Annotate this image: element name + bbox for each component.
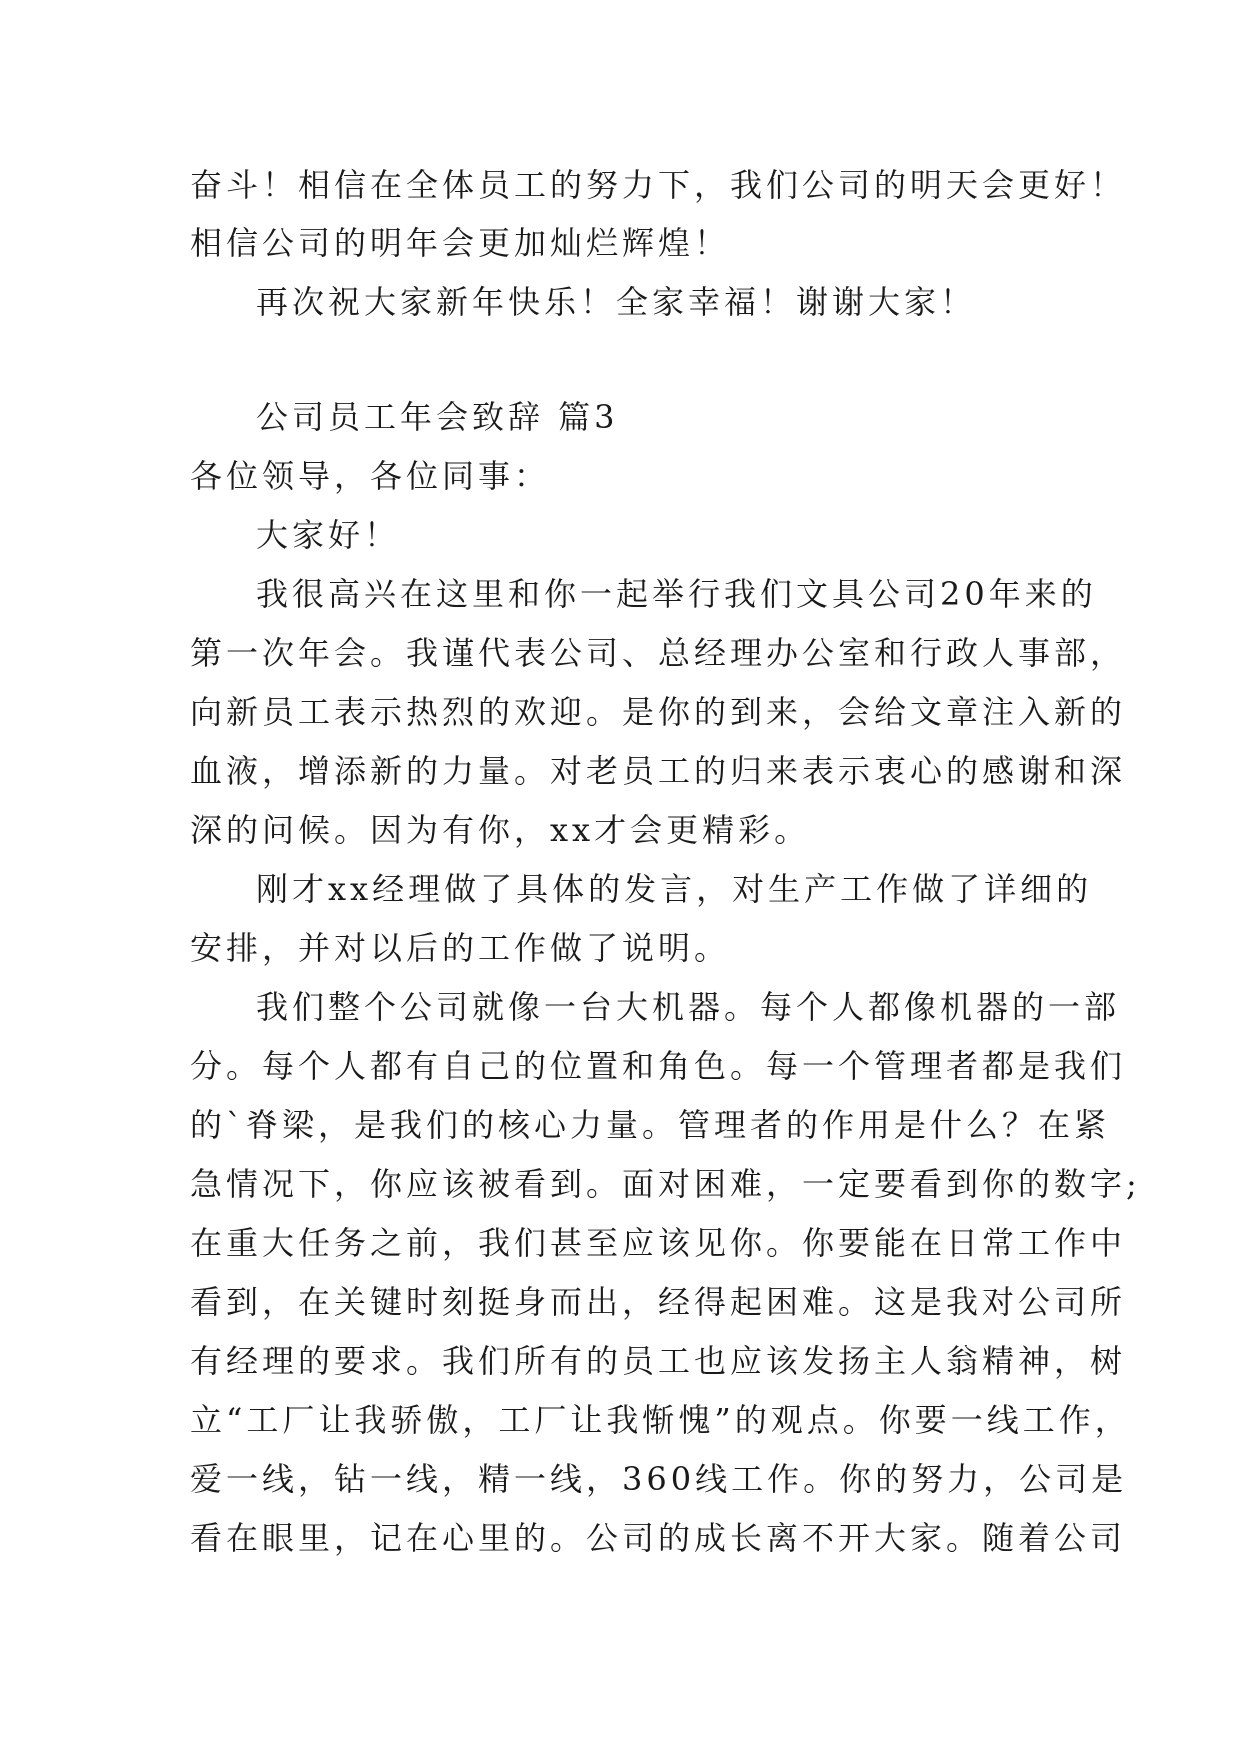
- text-line: 有经理的要求。我们所有的员工也应该发扬主人翁精神，树: [190, 1342, 1127, 1380]
- text-line: 看到，在关键时刻挺身而出，经得起困难。这是我对公司所: [190, 1283, 1127, 1321]
- greeting: 大家好！: [256, 516, 401, 554]
- text-line: 奋斗！相信在全体员工的努力下，我们公司的明天会更好！: [190, 166, 1127, 204]
- text-line: 爱一线，钻一线，精一线，360线工作。你的努力，公司是: [190, 1460, 1128, 1498]
- text-line: 急情况下，你应该被看到。面对困难，一定要看到你的数字;: [190, 1165, 1141, 1203]
- text-line: 血液，增添新的力量。对老员工的归来表示衷心的感谢和深: [190, 752, 1127, 790]
- text-line: 第一次年会。我谨代表公司、总经理办公室和行政人事部，: [190, 634, 1127, 672]
- text-line: 安排，并对以后的工作做了说明。: [190, 929, 731, 967]
- salutation: 各位领导，各位同事：: [190, 457, 551, 495]
- text-line: 在重大任务之前，我们甚至应该见你。你要能在日常工作中: [190, 1224, 1127, 1262]
- text-line: 刚才xx经理做了具体的发言，对生产工作做了详细的: [256, 870, 1093, 908]
- section-heading: 公司员工年会致辞 篇3: [256, 398, 619, 436]
- text-line: 的`脊梁，是我们的核心力量。管理者的作用是什么？在紧: [190, 1106, 1111, 1144]
- text-line: 深的问候。因为有你，xx才会更精彩。: [190, 811, 811, 849]
- text-line: 看在眼里，记在心里的。公司的成长离不开大家。随着公司: [190, 1519, 1127, 1557]
- text-line: 我们整个公司就像一台大机器。每个人都像机器的一部: [256, 988, 1121, 1026]
- text-line: 我很高兴在这里和你一起举行我们文具公司20年来的: [256, 575, 1097, 613]
- text-line: 再次祝大家新年快乐！全家幸福！谢谢大家！: [256, 283, 977, 321]
- text-line: 相信公司的明年会更加灿烂辉煌！: [190, 224, 731, 262]
- text-line: 分。每个人都有自己的位置和角色。每一个管理者都是我们: [190, 1047, 1127, 1085]
- text-line: 立“工厂让我骄傲，工厂让我惭愧”的观点。你要一线工作，: [190, 1401, 1131, 1439]
- text-line: 向新员工表示热烈的欢迎。是你的到来，会给文章注入新的: [190, 693, 1127, 731]
